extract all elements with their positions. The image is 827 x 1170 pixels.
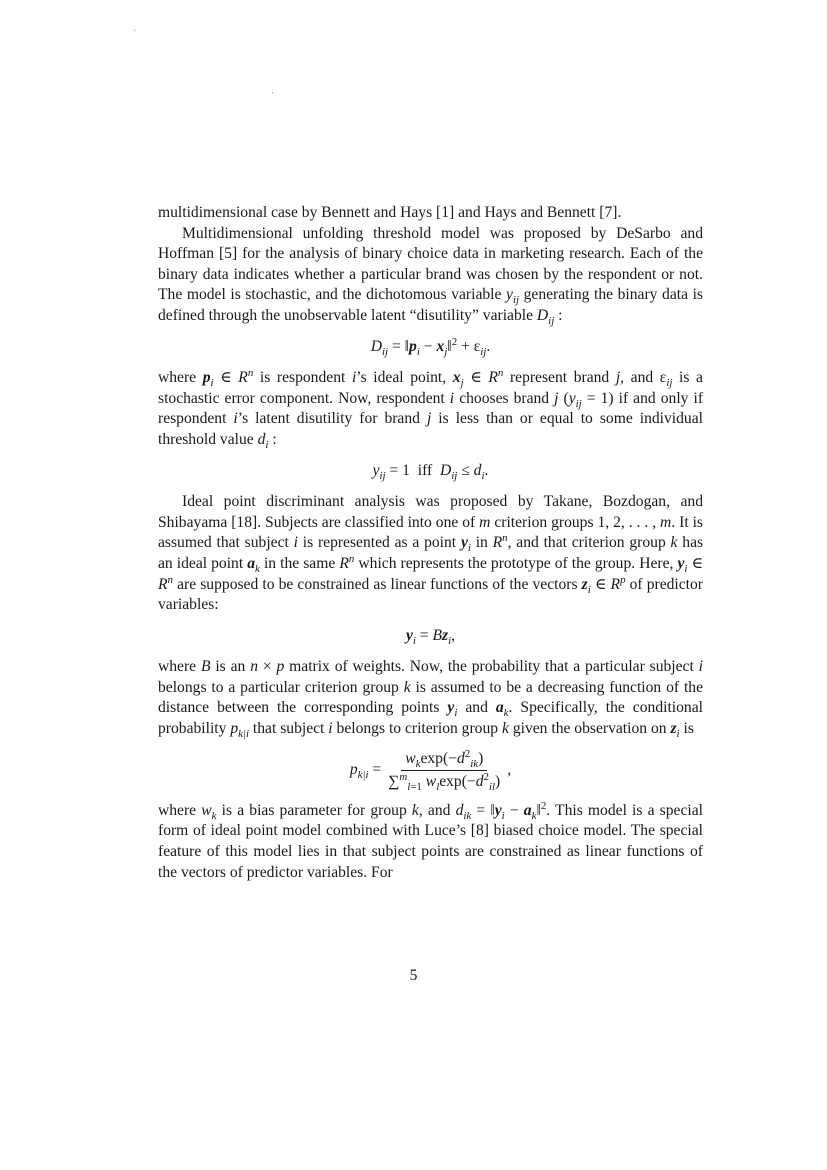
paragraph: Multidimensional unfolding threshold model was proposed by DeSarbo and Hoffman [5] for the analysis of binary choice data in marketing research. Each of the binary data indicates whether a particular brand was chosen by the respondent or not. The model is stochastic, and the dichotomous variable $y_{ij}$ generating the binary data is defined through the unobservable latent “disutility” variable $D_{ij}$ : (158, 224, 704, 328)
paragraph: where $p_i$ ∈ $R^n$ is respondent i’s ideal point, $x_j$ ∈ $R^n$ represent brand j, and $\varepsilon_{ij}$ is a stochastic error component. Now, respondent i chooses brand j $(y_{ij} = 1)$ if and only if respondent i’s latent disutility for brand j is less than or equal to some individual threshold value $d_i$ : (158, 366, 704, 452)
scan-speck (134, 30, 135, 31)
equation-conditional-probability: $p_{k|i}$ = $\frac{w_k\exp(-d^2_{ik})}{\sum^m_{l=1} w_l\exp(-d^2_{il})}$ , (349, 747, 512, 794)
equation-disutility: $D_{ij}$ = $‖p_i$ − $x_j‖^2 + \varepsilon_{ij}$. (370, 335, 491, 358)
paragraph: multidimensional case by Bennett and Hays [1] and Hays and Bennett [7]. (158, 204, 622, 221)
page-number: 5 (409, 967, 418, 984)
body-text (158, 203, 703, 883)
paragraph: Ideal point discriminant analysis was proposed by Takane, Bozdogan, and Shibayama [18]. Subjects are classified into one of m criterion groups 1, 2, . . . , m. It is assumed that subject i is represented as a point $y_i$ in $R^n$, and that criterion group k has an ideal point $a_k$ in the same $R^n$ which represents the prototype of the group. Here, $y_i$ ∈ $R^n$ are supposed to be constrained as linear functions of the vectors $z_i$ ∈ $R^p$ of predictor variables: (158, 493, 704, 614)
equation-linear-constraint: $y_i = Bz_i$, (405, 626, 456, 647)
scan-speck (272, 92, 273, 93)
paragraph: where $w_k$ is a bias parameter for group k, and $d_{ik}$ = $‖y_i$ − $a_k‖^2$. This model is a special form of ideal point model combined with Luce’s [8] biased choice model. The special feature of this model lies in that subject points are constrained as linear functions of the vectors of predictor variables. For (158, 799, 703, 881)
equation-threshold: $y_{ij} = 1$ iff $D_{ij} \le d_i$. (372, 461, 489, 482)
paragraph: where B is an n × p matrix of weights. Now, the probability that a particular subject i belongs to a particular criterion group k is assumed to be a decreasing function of the distance between the corresponding points $y_i$ and $a_k$. Specifically, the conditional probability $p_{k|i}$ that subject i belongs to criterion group k given the observation on $z_i$ is (158, 658, 704, 741)
